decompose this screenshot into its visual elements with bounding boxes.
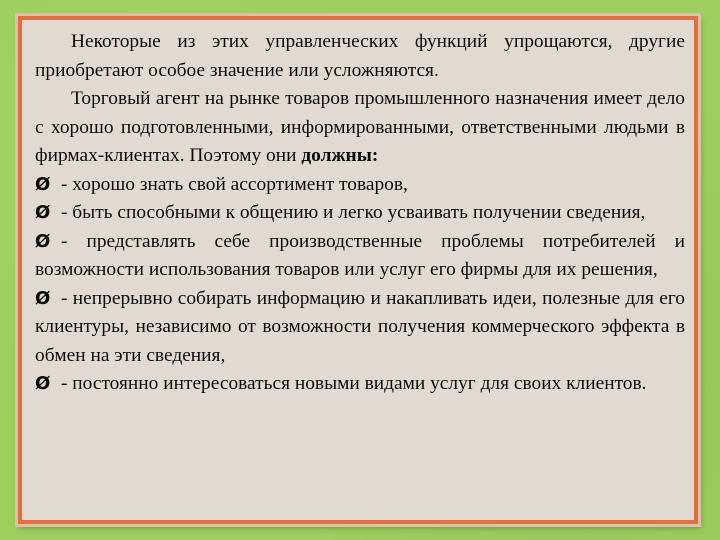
list-item-text: - быть способными к общению и легко усваивать получении сведения, [61, 202, 646, 223]
list-item [35, 171, 685, 200]
arrow-bullet-icon: Ø [35, 230, 51, 252]
arrow-bullet-icon: Ø [35, 373, 51, 394]
list-item-text: - постоянно интересоваться новыми видами услуг для своих клиентов. [61, 373, 647, 394]
paragraph-agent [35, 85, 685, 171]
arrow-bullet-icon: Ø [35, 173, 51, 195]
paragraph-agent-bold: должны: [301, 145, 379, 166]
arrow-bullet-icon: Ø [35, 287, 51, 309]
list-item [35, 199, 685, 228]
list-item-text: - непрерывно собирать информацию и накапливать идеи, полезные для его клиентуры, независимо от возможности получения коммерческого эффекта в обмен на эти сведения, [35, 287, 685, 366]
paragraph-agent-text: Торговый агент на рынке товаров промышленного назначения имеет дело с хорошо подготовленными, информированными, ответственными людьми в фирмах-клиентах. Поэтому они [35, 88, 685, 166]
text-content [35, 28, 685, 399]
arrow-bullet-icon: Ø [35, 202, 51, 223]
list-item-text: - представлять себе производственные проблемы потребителей и возможности использования товаров или услуг его фирмы для их решения, [35, 230, 685, 280]
list-item-text: - хорошо знать свой ассортимент товаров, [61, 173, 408, 195]
text-card [18, 16, 698, 524]
list-item [35, 285, 685, 371]
list-item [35, 228, 685, 285]
paragraph-intro: Некоторые из этих управленческих функций упрощаются, другие приобретают особое значение или усложняются. [35, 31, 685, 81]
list-item [35, 370, 685, 399]
